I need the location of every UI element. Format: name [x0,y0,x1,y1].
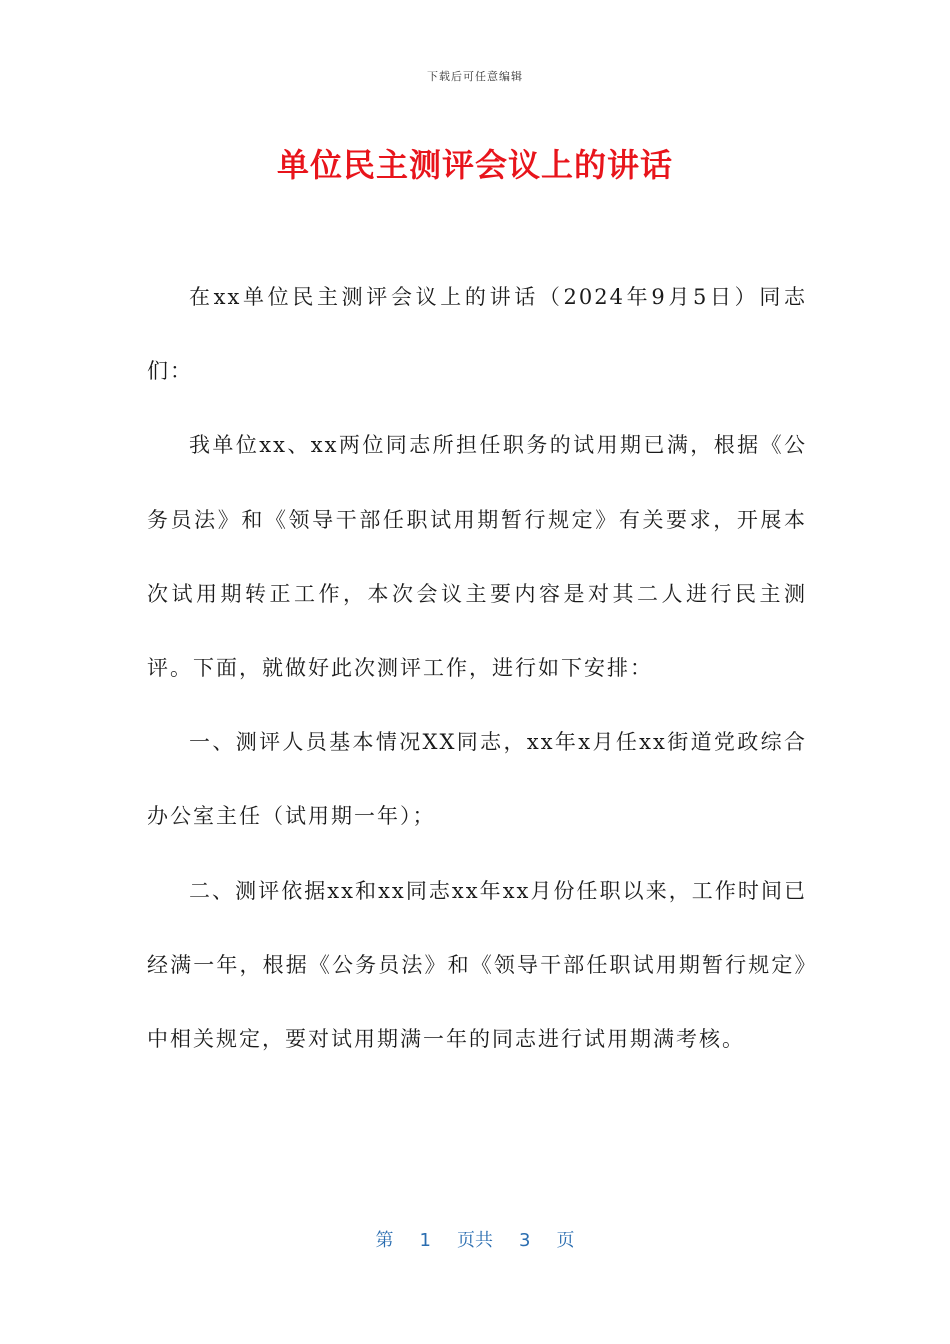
document-body [147,260,807,1076]
current-page-number: 1 [419,1230,431,1251]
page-label-mid: 页共 [457,1230,493,1251]
paragraph-greeting: 在xx单位民主测评会议上的讲话（2024年9月5日）同志们： [147,285,807,384]
page-footer [0,1226,950,1252]
paragraph-section-one: 一、测评人员基本情况XX同志，xx年x月任xx街道党政综合办公室主任（试用期一年）； [147,730,807,829]
total-pages-number: 3 [519,1230,531,1251]
paragraph-intro: 我单位xx、xx两位同志所担任职务的试用期已满，根据《公务员法》和《领导干部任职试用期暂行规定》有关要求，开展本次试用期转正工作，本次会议主要内容是对其二人进行民主测评。下面，就做好此次测评工作，进行如下安排： [147,433,807,681]
paragraph-section-two: 二、测评依据xx和xx同志xx年xx月份任职以来，工作时间已经满一年，根据《公务员法》和《领导干部任职试用期暂行规定》中相关规定，要对试用期满一年的同志进行试用期满考核。 [147,878,807,1052]
page-label-prefix: 第 [375,1230,394,1251]
page-label-suffix: 页 [556,1230,575,1251]
document-title: 单位民主测评会议上的讲话 [276,146,673,184]
header-note: 下载后可任意编辑 [427,70,523,83]
